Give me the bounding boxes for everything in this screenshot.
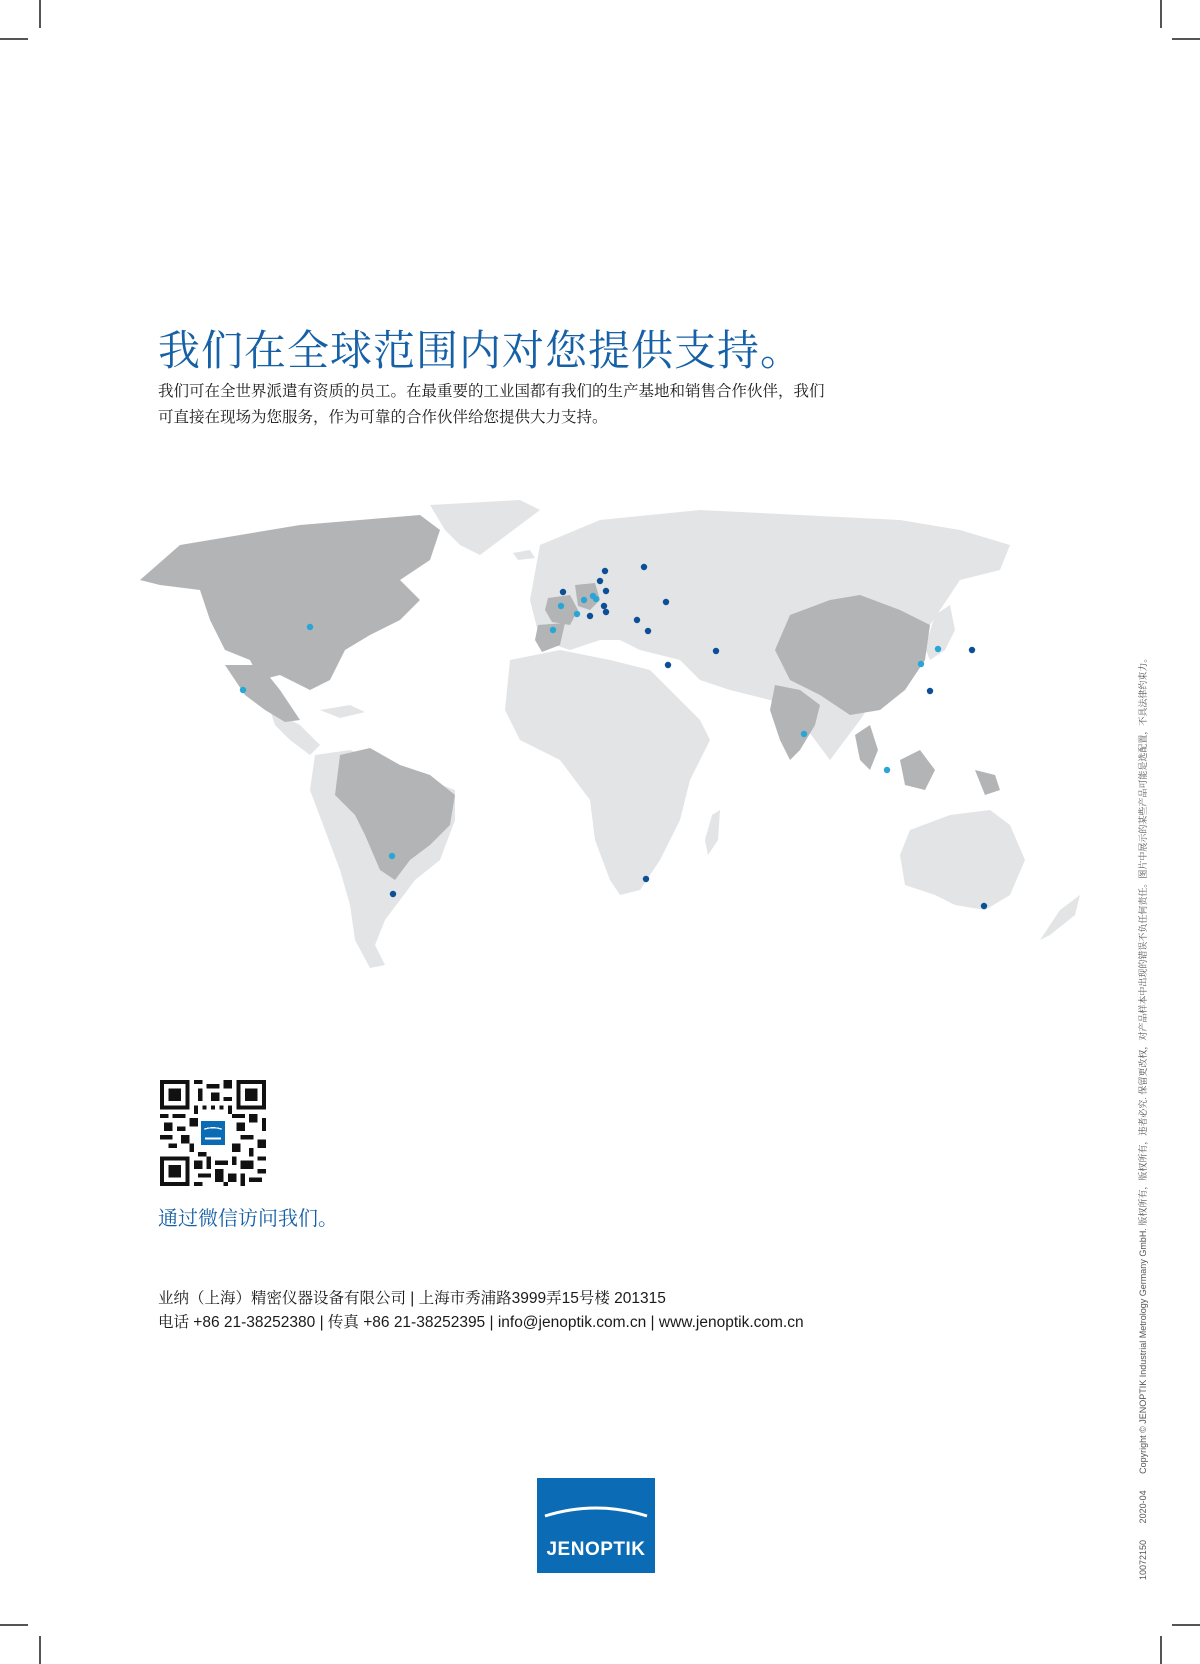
- crop-mark-bottom-right-v: [1160, 1636, 1162, 1664]
- crop-mark-top-left-h: [0, 38, 28, 40]
- crop-mark-top-right-v: [1160, 0, 1162, 28]
- world-map: [130, 495, 1090, 975]
- crop-mark-bottom-left-v: [39, 1636, 41, 1664]
- crop-mark-top-right-h: [1172, 38, 1200, 40]
- logo-arc-icon: [537, 1488, 655, 1528]
- doc-date: 2020-04: [1138, 1490, 1148, 1524]
- company-address: 业纳（上海）精密仪器设备有限公司 | 上海市秀浦路3999弄15号楼 201315: [158, 1290, 666, 1307]
- wechat-caption: 通过微信访问我们。: [158, 1206, 338, 1230]
- intro-line-1: 我们可在全世界派遣有资质的员工。在最重要的工业国都有我们的生产基地和销售合作伙伴，我们: [158, 382, 825, 400]
- intro-line-2: 可直接在现场为您服务，作为可靠的合作伙伴给您提供大力支持。: [158, 408, 608, 426]
- jenoptik-logo: [537, 1478, 655, 1573]
- page-title: 我们在全球范围内对您提供支持。: [158, 326, 804, 376]
- intro-paragraph: [158, 378, 938, 430]
- crop-mark-bottom-right-h: [1172, 1624, 1200, 1626]
- contact-block: [158, 1287, 804, 1335]
- doc-number: 10072150: [1138, 1539, 1148, 1580]
- crop-mark-bottom-left-h: [0, 1624, 28, 1626]
- crop-mark-top-left-v: [39, 0, 41, 28]
- sidebar-legal-text: [1136, 640, 1149, 1580]
- copyright-text: Copyright © JENOPTIK Industrial Metrology Germany GmbH. 版权所有，版权所有，违者必究. 保留更改权，对产品样本中出现的错误不负任何责任。图片中展示的某些产品可能是选配置，不具法律约束力。: [1138, 653, 1148, 1474]
- wechat-qr-code[interactable]: [160, 1080, 266, 1186]
- contact-details: 电话 +86 21-38252380 | 传真 +86 21-38252395 | info@jenoptik.com.cn | www.jenoptik.com.cn: [158, 1314, 804, 1331]
- logo-text: JENOPTIK: [546, 1539, 646, 1560]
